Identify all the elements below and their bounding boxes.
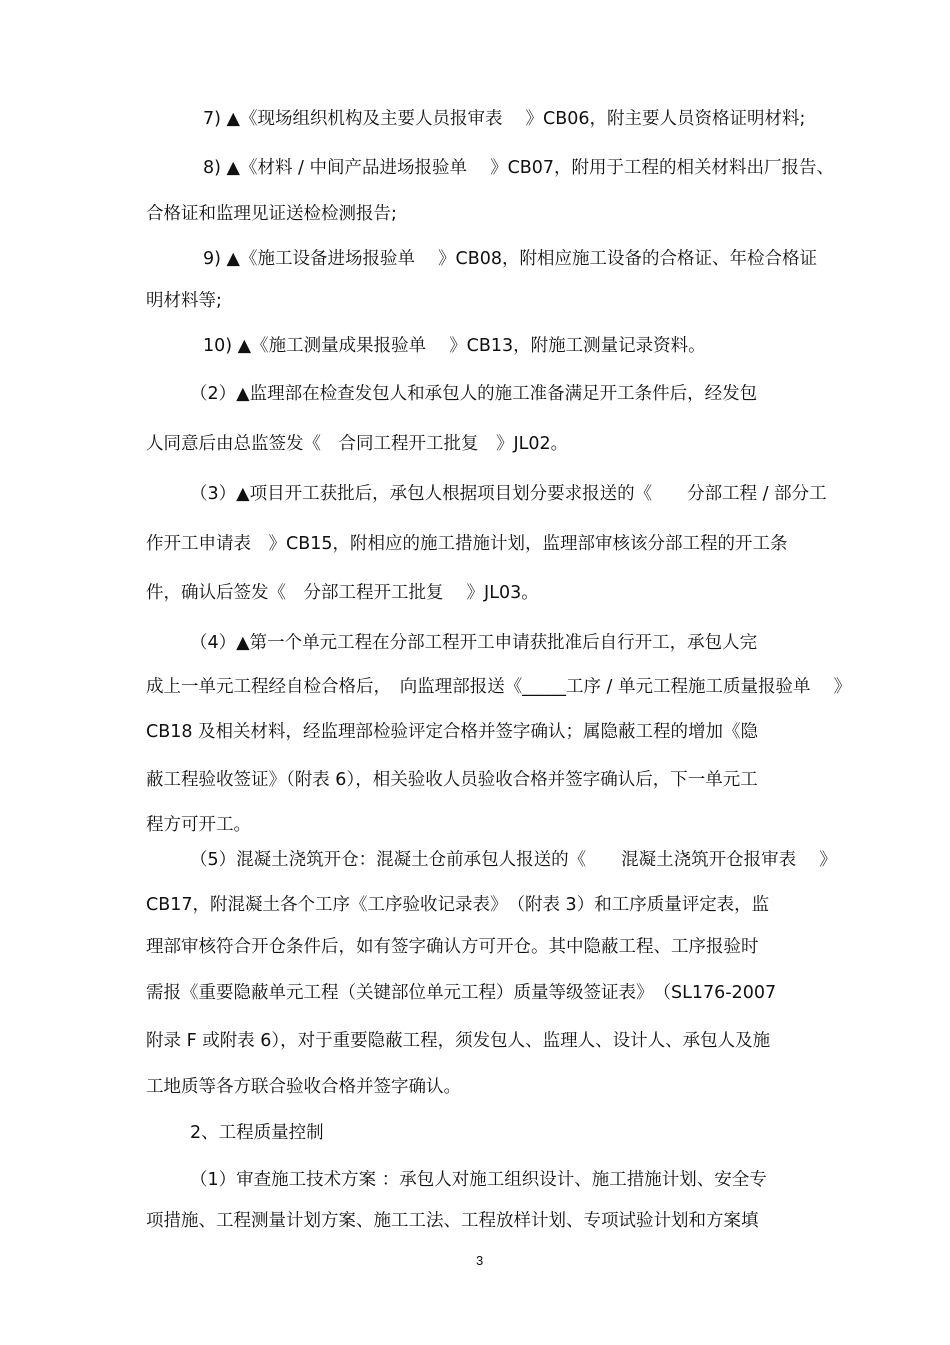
text-line: 程方可开工。 <box>146 815 251 835</box>
section-heading: 2、工程质量控制 <box>190 1123 324 1143</box>
text-line: 理部审核符合开仓条件后，如有签字确认方可开仓。其中隐蔽工程、工序报验时 <box>146 937 759 957</box>
text-line: （4）▲第一个单元工程在分部工程开工申请获批准后自行开工，承包人完 <box>190 633 758 653</box>
text-line: （3）▲项目开工获批后，承包人根据项目划分要求报送的《 分部工程 / 部分工 <box>190 484 827 504</box>
text-line: CB17，附混凝土各个工序《工序验收记录表》 （附表 3）和工序质量评定表，监 <box>146 895 770 915</box>
text-line: 工地质等各方联合验收合格并签字确认。 <box>146 1077 461 1097</box>
text-line: （5）混凝土浇筑开仓：混凝土仓前承包人报送的《 混凝土浇筑开仓报审表 》 <box>190 850 837 870</box>
text-line: 件，确认后签发《 分部工程开工批复 》JL03。 <box>146 583 539 603</box>
text-line: 成上一单元工程经自检合格后， 向监理部报送《_____工序 / 单元工程施工质量报验单 》 <box>146 677 852 697</box>
text-line: 附录 F 或附表 6），对于重要隐蔽工程，须发包人、监理人、设计人、承包人及施 <box>146 1031 771 1051</box>
text-line: 人同意后由总监签发《 合同工程开工批复 》JL02。 <box>146 434 569 454</box>
text-line: 明材料等; <box>146 291 222 311</box>
text-line: 8) ▲《材料 / 中间产品进场报验单 》CB07，附用于工程的相关材料出厂报告、 <box>203 158 835 178</box>
text-line: 作开工申请表 》CB15，附相应的施工措施计划，监理部审核该分部工程的开工条 <box>146 534 788 554</box>
text-line: 10) ▲《施工测量成果报验单 》CB13，附施工测量记录资料。 <box>203 336 706 356</box>
text-line: CB18 及相关材料，经监理部检验评定合格并签字确认；属隐蔽工程的增加《隐 <box>146 722 759 742</box>
text-line: 需报《重要隐蔽单元工程（关键部位单元工程）质量等级签证表》 （SL176-2007 <box>146 983 777 1003</box>
text-line: 9) ▲《施工设备进场报验单 》CB08，附相应施工设备的合格证、年检合格证 <box>203 249 818 269</box>
text-line: 项措施、工程测量计划方案、施工工法、工程放样计划、专项试验计划和方案填 <box>146 1211 759 1231</box>
text-line: 7) ▲《现场组织机构及主要人员报审表 》CB06，附主要人员资格证明材料; <box>203 109 806 129</box>
text-line: （2）▲监理部在检查发包人和承包人的施工准备满足开工条件后，经发包 <box>190 384 758 404</box>
text-line: 合格证和监理见证送检检测报告; <box>146 204 397 224</box>
page-number: 3 <box>476 1253 484 1268</box>
text-line: 蔽工程验收签证》（附表 6），相关验收人员验收合格并签字确认后，下一单元工 <box>146 770 758 790</box>
text-line: （1）审查施工技术方案 ：承包人对施工组织设计、施工措施计划、安全专 <box>190 1170 767 1190</box>
